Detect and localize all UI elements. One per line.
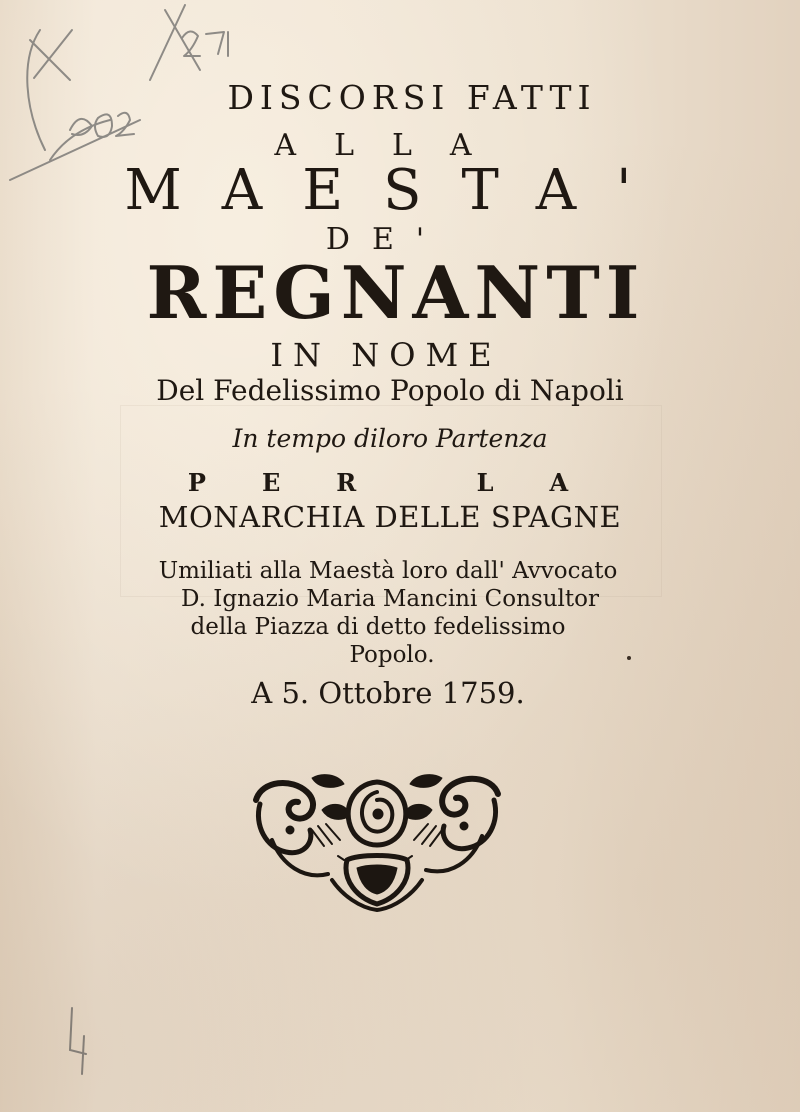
title-line-in-nome: IN NOME <box>270 336 502 374</box>
dedication-line-4: Popolo. <box>349 642 435 668</box>
title-line-regnanti: REGNANTI <box>146 250 646 335</box>
ink-dot <box>627 656 631 660</box>
title-line-maesta: MAESTA' <box>124 158 672 223</box>
title-line-discorsi-fatti: DISCORSI FATTI <box>227 78 597 117</box>
dedication-line-2: D. Ignazio Maria Mancini Consultor <box>181 586 599 612</box>
title-line-del-fedelissimo: Del Fedelissimo Popolo di Napoli <box>156 374 624 407</box>
dedication-line-1: Umiliati alla Maestà loro dall' Avvocato <box>158 558 618 584</box>
title-line-de: DE' <box>325 222 447 257</box>
floral-ornament-icon <box>252 770 502 915</box>
title-line-monarchia: MONARCHIA DELLE SPAGNE <box>158 500 622 534</box>
dedication-line-3: della Piazza di detto fedelissimo <box>190 614 566 640</box>
date-line: A 5. Ottobre 1759. <box>251 676 525 710</box>
title-line-per-la: PER LA <box>187 468 625 497</box>
title-line-alla: ALLA <box>274 128 510 163</box>
margin-pencil-mark-icon <box>60 1000 100 1080</box>
title-line-in-tempo: In tempo diloro Partenza <box>232 424 548 453</box>
